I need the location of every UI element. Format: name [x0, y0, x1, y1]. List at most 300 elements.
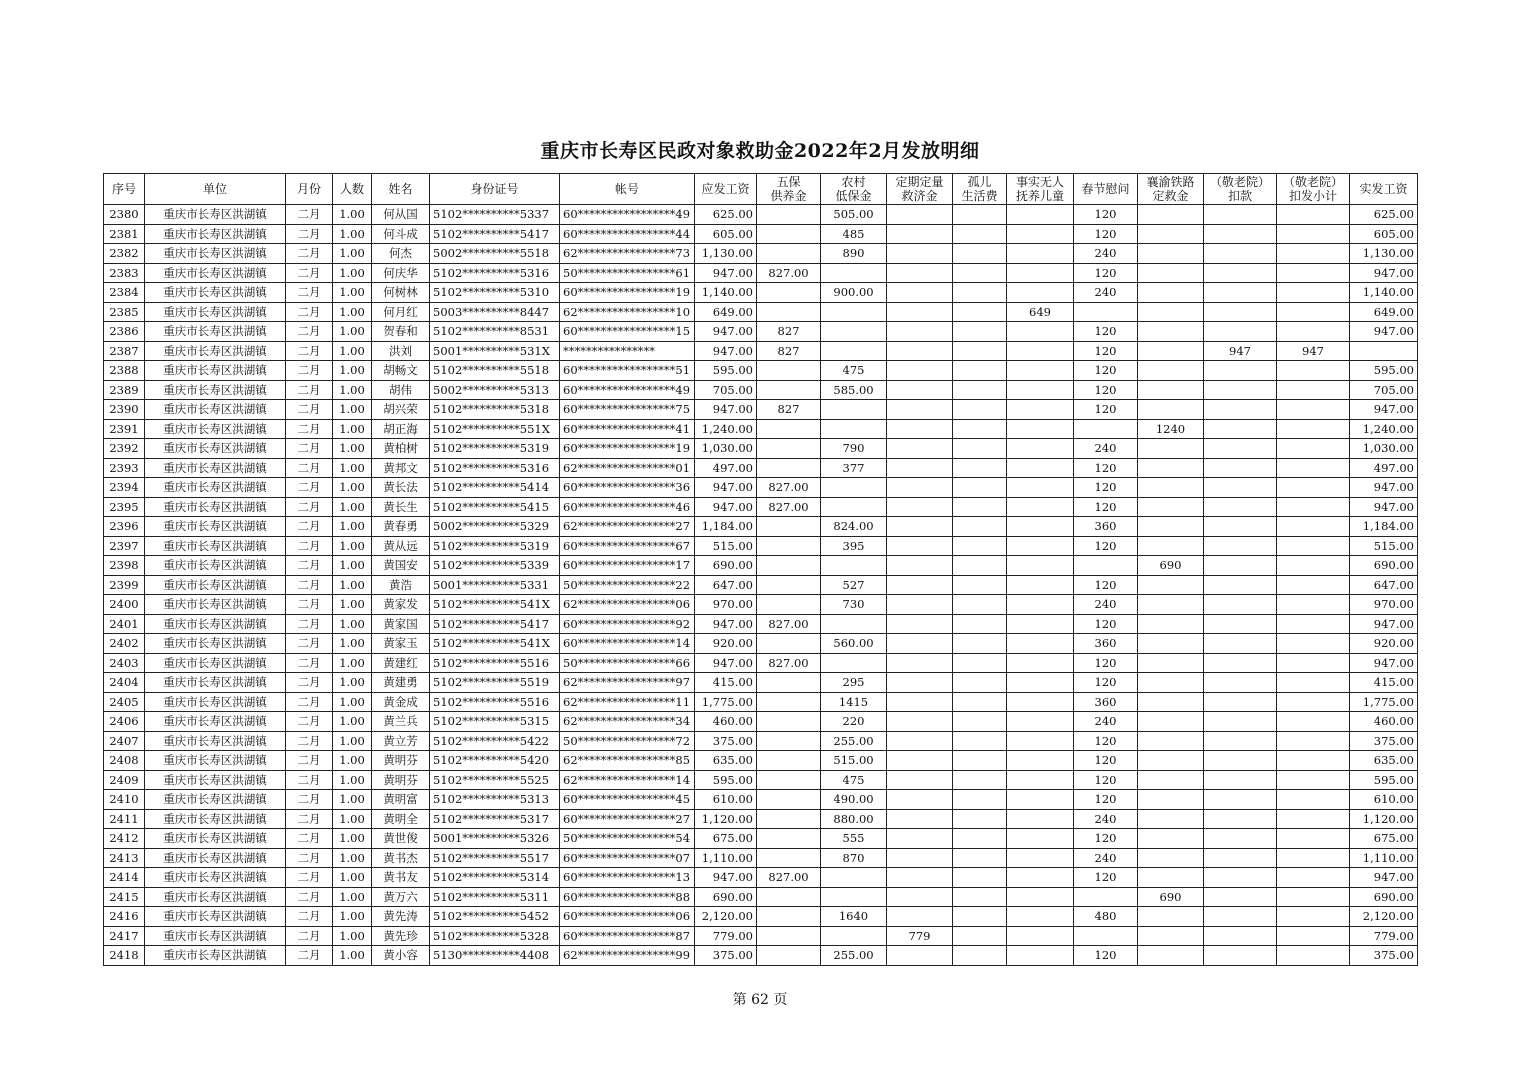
festival-greeting-cell: 360 [1074, 634, 1138, 654]
name-cell: 黄立芳 [372, 731, 430, 751]
month-cell: 二月 [286, 458, 333, 478]
nursing-home-subtotal-cell [1277, 497, 1350, 517]
account-cell: 60*****************14 [560, 634, 695, 654]
unsupported-child-cell [1007, 536, 1074, 556]
rural-minimum-cell: 475 [821, 770, 887, 790]
festival-greeting-cell: 120 [1074, 380, 1138, 400]
count-cell: 1.00 [333, 439, 372, 459]
fixed-relief-cell [887, 829, 953, 849]
nursing-home-subtotal-cell [1277, 692, 1350, 712]
five-guarantee-cell [757, 692, 821, 712]
five-guarantee-cell [757, 458, 821, 478]
net-pay-cell: 690.00 [1350, 556, 1418, 576]
net-pay-cell: 375.00 [1350, 946, 1418, 966]
table-row [104, 887, 1418, 907]
account-cell: 60*****************36 [560, 478, 695, 498]
nursing-home-deduction-cell [1204, 439, 1277, 459]
gross-pay-cell: 1,184.00 [695, 517, 757, 537]
festival-greeting-cell: 120 [1074, 205, 1138, 225]
rural-minimum-cell [821, 400, 887, 420]
name-cell: 黄从远 [372, 536, 430, 556]
count-cell: 1.00 [333, 458, 372, 478]
name-cell: 黄柏树 [372, 439, 430, 459]
column-header: 春节慰问 [1074, 174, 1138, 205]
five-guarantee-cell [757, 517, 821, 537]
unit-cell: 重庆市长寿区洪湖镇 [145, 205, 286, 225]
festival-greeting-cell [1074, 926, 1138, 946]
month-cell: 二月 [286, 712, 333, 732]
id-number-cell: 5102**********5516 [430, 692, 560, 712]
railway-relief-cell [1138, 653, 1204, 673]
five-guarantee-cell [757, 361, 821, 381]
gross-pay-cell: 947.00 [695, 341, 757, 361]
unit-cell: 重庆市长寿区洪湖镇 [145, 341, 286, 361]
serial-cell: 2394 [104, 478, 145, 498]
table-row [104, 224, 1418, 244]
account-cell: 60*****************27 [560, 809, 695, 829]
table-row [104, 380, 1418, 400]
festival-greeting-cell: 240 [1074, 439, 1138, 459]
unsupported-child-cell [1007, 809, 1074, 829]
table-row [104, 868, 1418, 888]
account-cell: 50*****************54 [560, 829, 695, 849]
month-cell: 二月 [286, 751, 333, 771]
festival-greeting-cell: 120 [1074, 653, 1138, 673]
unit-cell: 重庆市长寿区洪湖镇 [145, 868, 286, 888]
fixed-relief-cell [887, 302, 953, 322]
table-row [104, 751, 1418, 771]
rural-minimum-cell: 555 [821, 829, 887, 849]
railway-relief-cell [1138, 302, 1204, 322]
account-cell: 60*****************17 [560, 556, 695, 576]
nursing-home-subtotal-cell [1277, 595, 1350, 615]
table-row [104, 712, 1418, 732]
table-row [104, 458, 1418, 478]
rural-minimum-cell [821, 614, 887, 634]
railway-relief-cell [1138, 536, 1204, 556]
unit-cell: 重庆市长寿区洪湖镇 [145, 595, 286, 615]
net-pay-cell: 779.00 [1350, 926, 1418, 946]
unit-cell: 重庆市长寿区洪湖镇 [145, 478, 286, 498]
name-cell: 黄家国 [372, 614, 430, 634]
railway-relief-cell [1138, 770, 1204, 790]
id-number-cell: 5102**********5420 [430, 751, 560, 771]
unsupported-child-cell [1007, 946, 1074, 966]
nursing-home-deduction-cell [1204, 302, 1277, 322]
orphan-allowance-cell [953, 712, 1007, 732]
unit-cell: 重庆市长寿区洪湖镇 [145, 946, 286, 966]
orphan-allowance-cell [953, 692, 1007, 712]
five-guarantee-cell [757, 536, 821, 556]
unit-cell: 重庆市长寿区洪湖镇 [145, 400, 286, 420]
fixed-relief-cell [887, 887, 953, 907]
unit-cell: 重庆市长寿区洪湖镇 [145, 926, 286, 946]
serial-cell: 2400 [104, 595, 145, 615]
unsupported-child-cell [1007, 653, 1074, 673]
five-guarantee-cell [757, 673, 821, 693]
month-cell: 二月 [286, 731, 333, 751]
orphan-allowance-cell [953, 224, 1007, 244]
unit-cell: 重庆市长寿区洪湖镇 [145, 809, 286, 829]
railway-relief-cell [1138, 829, 1204, 849]
column-header: （敬老院） 扣发小计 [1277, 174, 1350, 205]
unsupported-child-cell [1007, 341, 1074, 361]
five-guarantee-cell [757, 419, 821, 439]
column-header: 单位 [145, 174, 286, 205]
count-cell: 1.00 [333, 419, 372, 439]
rural-minimum-cell [821, 263, 887, 283]
serial-cell: 2401 [104, 614, 145, 634]
name-cell: 何从国 [372, 205, 430, 225]
unsupported-child-cell [1007, 497, 1074, 517]
count-cell: 1.00 [333, 361, 372, 381]
festival-greeting-cell: 360 [1074, 692, 1138, 712]
nursing-home-deduction-cell: 947 [1204, 341, 1277, 361]
serial-cell: 2410 [104, 790, 145, 810]
rural-minimum-cell: 824.00 [821, 517, 887, 537]
id-number-cell: 5102**********5313 [430, 790, 560, 810]
five-guarantee-cell [757, 380, 821, 400]
unit-cell: 重庆市长寿区洪湖镇 [145, 263, 286, 283]
id-number-cell: 5102**********5525 [430, 770, 560, 790]
gross-pay-cell: 610.00 [695, 790, 757, 810]
railway-relief-cell [1138, 322, 1204, 342]
id-number-cell: 5102**********5417 [430, 224, 560, 244]
unsupported-child-cell [1007, 634, 1074, 654]
fixed-relief-cell [887, 322, 953, 342]
railway-relief-cell [1138, 751, 1204, 771]
nursing-home-subtotal-cell [1277, 712, 1350, 732]
rural-minimum-cell [821, 926, 887, 946]
nursing-home-subtotal-cell [1277, 244, 1350, 264]
month-cell: 二月 [286, 302, 333, 322]
five-guarantee-cell [757, 829, 821, 849]
name-cell: 黄明富 [372, 790, 430, 810]
orphan-allowance-cell [953, 829, 1007, 849]
column-header: 姓名 [372, 174, 430, 205]
rural-minimum-cell: 890 [821, 244, 887, 264]
unit-cell: 重庆市长寿区洪湖镇 [145, 283, 286, 303]
net-pay-cell: 947.00 [1350, 868, 1418, 888]
gross-pay-cell: 460.00 [695, 712, 757, 732]
month-cell: 二月 [286, 478, 333, 498]
table-row [104, 536, 1418, 556]
five-guarantee-cell [757, 283, 821, 303]
count-cell: 1.00 [333, 868, 372, 888]
column-header: 定期定量 救济金 [887, 174, 953, 205]
count-cell: 1.00 [333, 263, 372, 283]
month-cell: 二月 [286, 614, 333, 634]
net-pay-cell: 947.00 [1350, 497, 1418, 517]
railway-relief-cell [1138, 868, 1204, 888]
nursing-home-deduction-cell [1204, 556, 1277, 576]
serial-cell: 2384 [104, 283, 145, 303]
orphan-allowance-cell [953, 361, 1007, 381]
serial-cell: 2409 [104, 770, 145, 790]
id-number-cell: 5130**********4408 [430, 946, 560, 966]
orphan-allowance-cell [953, 517, 1007, 537]
rural-minimum-cell [821, 302, 887, 322]
count-cell: 1.00 [333, 478, 372, 498]
rural-minimum-cell: 880.00 [821, 809, 887, 829]
railway-relief-cell [1138, 946, 1204, 966]
fixed-relief-cell [887, 751, 953, 771]
rural-minimum-cell: 220 [821, 712, 887, 732]
name-cell: 黄书杰 [372, 848, 430, 868]
gross-pay-cell: 947.00 [695, 322, 757, 342]
table-row [104, 653, 1418, 673]
serial-cell: 2385 [104, 302, 145, 322]
railway-relief-cell [1138, 439, 1204, 459]
nursing-home-deduction-cell [1204, 575, 1277, 595]
month-cell: 二月 [286, 244, 333, 264]
account-cell: 60*****************06 [560, 907, 695, 927]
fixed-relief-cell [887, 790, 953, 810]
gross-pay-cell: 947.00 [695, 868, 757, 888]
festival-greeting-cell: 120 [1074, 731, 1138, 751]
railway-relief-cell: 690 [1138, 887, 1204, 907]
unit-cell: 重庆市长寿区洪湖镇 [145, 751, 286, 771]
unsupported-child-cell [1007, 712, 1074, 732]
count-cell: 1.00 [333, 322, 372, 342]
id-number-cell: 5002**********5329 [430, 517, 560, 537]
table-row [104, 731, 1418, 751]
unit-cell: 重庆市长寿区洪湖镇 [145, 536, 286, 556]
orphan-allowance-cell [953, 263, 1007, 283]
five-guarantee-cell [757, 205, 821, 225]
serial-cell: 2381 [104, 224, 145, 244]
account-cell: 62*****************97 [560, 673, 695, 693]
name-cell: 黄明全 [372, 809, 430, 829]
unsupported-child-cell [1007, 283, 1074, 303]
id-number-cell: 5002**********5313 [430, 380, 560, 400]
unit-cell: 重庆市长寿区洪湖镇 [145, 575, 286, 595]
fixed-relief-cell [887, 653, 953, 673]
id-number-cell: 5001**********5326 [430, 829, 560, 849]
festival-greeting-cell: 120 [1074, 614, 1138, 634]
orphan-allowance-cell [953, 458, 1007, 478]
gross-pay-cell: 705.00 [695, 380, 757, 400]
unsupported-child-cell [1007, 478, 1074, 498]
orphan-allowance-cell [953, 283, 1007, 303]
five-guarantee-cell: 827.00 [757, 497, 821, 517]
table-row [104, 205, 1418, 225]
unsupported-child-cell [1007, 614, 1074, 634]
account-cell: 60*****************49 [560, 205, 695, 225]
table-row [104, 692, 1418, 712]
rural-minimum-cell: 1640 [821, 907, 887, 927]
rural-minimum-cell: 295 [821, 673, 887, 693]
count-cell: 1.00 [333, 341, 372, 361]
festival-greeting-cell: 120 [1074, 497, 1138, 517]
net-pay-cell: 2,120.00 [1350, 907, 1418, 927]
fixed-relief-cell [887, 517, 953, 537]
railway-relief-cell [1138, 224, 1204, 244]
fixed-relief-cell [887, 536, 953, 556]
id-number-cell: 5102**********5310 [430, 283, 560, 303]
unit-cell: 重庆市长寿区洪湖镇 [145, 322, 286, 342]
rural-minimum-cell [821, 868, 887, 888]
five-guarantee-cell [757, 439, 821, 459]
gross-pay-cell: 375.00 [695, 731, 757, 751]
fixed-relief-cell [887, 224, 953, 244]
name-cell: 黄先珍 [372, 926, 430, 946]
name-cell: 黄明芬 [372, 770, 430, 790]
month-cell: 二月 [286, 361, 333, 381]
table-header-row [104, 174, 1418, 205]
table-row [104, 673, 1418, 693]
gross-pay-cell: 947.00 [695, 263, 757, 283]
net-pay-cell: 649.00 [1350, 302, 1418, 322]
railway-relief-cell [1138, 848, 1204, 868]
count-cell: 1.00 [333, 731, 372, 751]
gross-pay-cell: 1,775.00 [695, 692, 757, 712]
table-row [104, 263, 1418, 283]
fixed-relief-cell [887, 770, 953, 790]
name-cell: 何月红 [372, 302, 430, 322]
festival-greeting-cell: 120 [1074, 341, 1138, 361]
month-cell: 二月 [286, 400, 333, 420]
rural-minimum-cell [821, 478, 887, 498]
nursing-home-deduction-cell [1204, 731, 1277, 751]
orphan-allowance-cell [953, 790, 1007, 810]
net-pay-cell: 415.00 [1350, 673, 1418, 693]
net-pay-cell: 1,184.00 [1350, 517, 1418, 537]
table-row [104, 595, 1418, 615]
festival-greeting-cell: 120 [1074, 322, 1138, 342]
gross-pay-cell: 635.00 [695, 751, 757, 771]
net-pay-cell: 1,120.00 [1350, 809, 1418, 829]
nursing-home-subtotal-cell [1277, 926, 1350, 946]
account-cell: 62*****************27 [560, 517, 695, 537]
account-cell: 50*****************22 [560, 575, 695, 595]
account-cell: 62*****************73 [560, 244, 695, 264]
nursing-home-subtotal-cell [1277, 478, 1350, 498]
unsupported-child-cell [1007, 751, 1074, 771]
serial-cell: 2408 [104, 751, 145, 771]
nursing-home-subtotal-cell [1277, 224, 1350, 244]
railway-relief-cell [1138, 478, 1204, 498]
unsupported-child-cell [1007, 848, 1074, 868]
nursing-home-subtotal-cell [1277, 809, 1350, 829]
nursing-home-deduction-cell [1204, 926, 1277, 946]
orphan-allowance-cell [953, 770, 1007, 790]
table-row [104, 634, 1418, 654]
month-cell: 二月 [286, 692, 333, 712]
orphan-allowance-cell [953, 653, 1007, 673]
nursing-home-deduction-cell [1204, 322, 1277, 342]
five-guarantee-cell [757, 634, 821, 654]
fixed-relief-cell [887, 556, 953, 576]
account-cell: 62*****************11 [560, 692, 695, 712]
railway-relief-cell [1138, 692, 1204, 712]
month-cell: 二月 [286, 205, 333, 225]
serial-cell: 2412 [104, 829, 145, 849]
gross-pay-cell: 947.00 [695, 478, 757, 498]
nursing-home-subtotal-cell [1277, 556, 1350, 576]
railway-relief-cell [1138, 283, 1204, 303]
five-guarantee-cell [757, 770, 821, 790]
name-cell: 黄长生 [372, 497, 430, 517]
name-cell: 黄建勇 [372, 673, 430, 693]
five-guarantee-cell [757, 790, 821, 810]
nursing-home-deduction-cell [1204, 751, 1277, 771]
account-cell: 60*****************75 [560, 400, 695, 420]
name-cell: 黄国安 [372, 556, 430, 576]
nursing-home-deduction-cell [1204, 790, 1277, 810]
net-pay-cell: 947.00 [1350, 322, 1418, 342]
month-cell: 二月 [286, 322, 333, 342]
count-cell: 1.00 [333, 946, 372, 966]
unsupported-child-cell [1007, 322, 1074, 342]
table-row [104, 614, 1418, 634]
name-cell: 胡兴荣 [372, 400, 430, 420]
column-header: 身份证号 [430, 174, 560, 205]
name-cell: 何杰 [372, 244, 430, 264]
railway-relief-cell [1138, 497, 1204, 517]
month-cell: 二月 [286, 595, 333, 615]
account-cell: 60*****************15 [560, 322, 695, 342]
name-cell: 黄书友 [372, 868, 430, 888]
unsupported-child-cell [1007, 907, 1074, 927]
unsupported-child-cell [1007, 419, 1074, 439]
five-guarantee-cell [757, 712, 821, 732]
net-pay-cell: 970.00 [1350, 595, 1418, 615]
fixed-relief-cell [887, 458, 953, 478]
nursing-home-deduction-cell [1204, 653, 1277, 673]
unit-cell: 重庆市长寿区洪湖镇 [145, 634, 286, 654]
name-cell: 黄万六 [372, 887, 430, 907]
count-cell: 1.00 [333, 751, 372, 771]
name-cell: 洪刘 [372, 341, 430, 361]
month-cell: 二月 [286, 634, 333, 654]
five-guarantee-cell [757, 887, 821, 907]
orphan-allowance-cell [953, 478, 1007, 498]
gross-pay-cell: 375.00 [695, 946, 757, 966]
unit-cell: 重庆市长寿区洪湖镇 [145, 497, 286, 517]
nursing-home-deduction-cell [1204, 673, 1277, 693]
nursing-home-deduction-cell [1204, 283, 1277, 303]
id-number-cell: 5002**********5518 [430, 244, 560, 264]
month-cell: 二月 [286, 887, 333, 907]
orphan-allowance-cell [953, 419, 1007, 439]
id-number-cell: 5102**********5415 [430, 497, 560, 517]
nursing-home-deduction-cell [1204, 205, 1277, 225]
count-cell: 1.00 [333, 224, 372, 244]
table-row [104, 497, 1418, 517]
rural-minimum-cell [821, 419, 887, 439]
account-cell: 60*****************67 [560, 536, 695, 556]
festival-greeting-cell: 120 [1074, 536, 1138, 556]
id-number-cell: 5102**********541X [430, 595, 560, 615]
nursing-home-deduction-cell [1204, 770, 1277, 790]
fixed-relief-cell [887, 205, 953, 225]
account-cell: 60*****************19 [560, 283, 695, 303]
count-cell: 1.00 [333, 926, 372, 946]
orphan-allowance-cell [953, 634, 1007, 654]
serial-cell: 2393 [104, 458, 145, 478]
count-cell: 1.00 [333, 244, 372, 264]
orphan-allowance-cell [953, 731, 1007, 751]
festival-greeting-cell: 120 [1074, 790, 1138, 810]
festival-greeting-cell [1074, 419, 1138, 439]
fixed-relief-cell [887, 575, 953, 595]
unit-cell: 重庆市长寿区洪湖镇 [145, 907, 286, 927]
orphan-allowance-cell [953, 848, 1007, 868]
column-header: 实发工资 [1350, 174, 1418, 205]
five-guarantee-cell: 827.00 [757, 868, 821, 888]
five-guarantee-cell: 827.00 [757, 263, 821, 283]
